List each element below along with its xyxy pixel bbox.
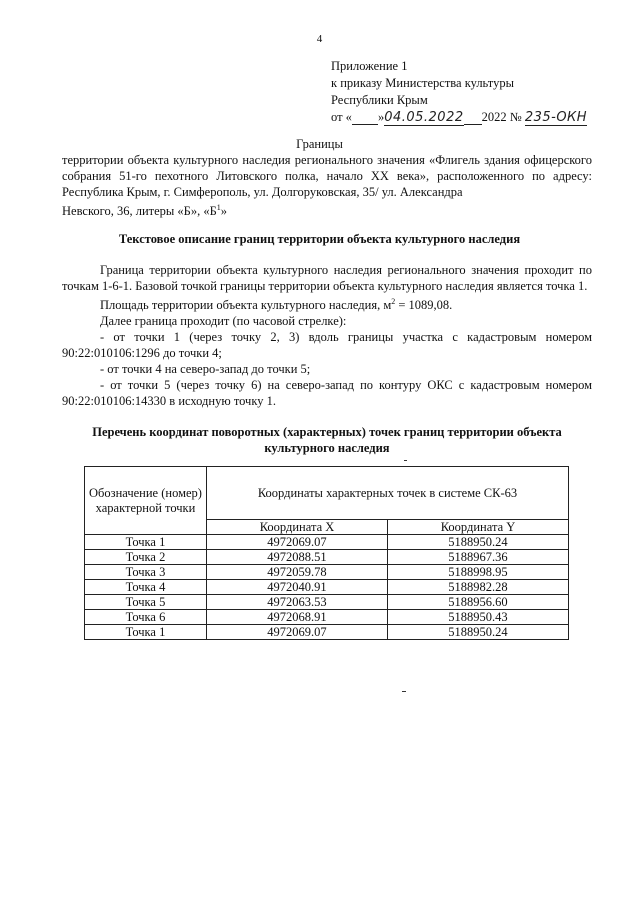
- point-name: Точка 3: [85, 565, 207, 580]
- scan-speck: [404, 460, 407, 461]
- page-number: 4: [316, 33, 323, 45]
- paragraph-segment-1: - от точки 1 (через точку 2, 3) вдоль границы участка с кадастровым номером 90:22:010106:1296 до точки 4;: [62, 330, 592, 361]
- table-row: [85, 610, 569, 625]
- coordinate-x: 4972059.78: [207, 565, 388, 580]
- header-y: Координата Y: [387, 520, 568, 535]
- coordinate-y: 5188950.24: [387, 535, 568, 550]
- coordinate-x: 4972069.07: [207, 535, 388, 550]
- object-description-last-line: [62, 200, 592, 219]
- object-description: [62, 152, 592, 219]
- appendix-block: [331, 58, 587, 126]
- litera-superscript: 1: [216, 203, 221, 212]
- coordinates-table: [84, 466, 569, 640]
- area-prefix: Площадь территории объекта культурного наследия, м: [100, 298, 392, 313]
- coordinate-x: 4972068.91: [207, 610, 388, 625]
- appendix-line-3: Республики Крым: [331, 93, 428, 107]
- date-blank-2: [464, 110, 482, 125]
- table-row: [85, 625, 569, 640]
- date-year: 2022: [481, 110, 507, 124]
- table-title: Перечень координат поворотных (характерных) точек границ территории объекта культурного наследия: [92, 425, 562, 455]
- date-blank: [352, 110, 378, 125]
- table-row: [85, 550, 569, 565]
- point-name: Точка 6: [85, 610, 207, 625]
- coordinate-y: 5188998.95: [387, 565, 568, 580]
- point-name: Точка 2: [85, 550, 207, 565]
- coordinate-x: 4972088.51: [207, 550, 388, 565]
- number-sign: №: [509, 110, 522, 124]
- paragraph-direction: Далее граница проходит (по часовой стрелке):: [100, 314, 347, 329]
- paragraph-segment-3: - от точки 5 (через точку 6) на северо-запад по контуру ОКС с кадастровым номером 90:22:010106:14330 в исходную точку 1.: [62, 378, 592, 409]
- appendix-date-line: от « »04.05.2022 2022 № 235-ОКН: [331, 110, 588, 125]
- area-value: = 1089,08.: [395, 298, 453, 313]
- point-name: Точка 4: [85, 580, 207, 595]
- date-prefix: от «: [331, 110, 352, 124]
- coordinate-y: 5188967.36: [387, 550, 568, 565]
- point-name: Точка 1: [85, 535, 207, 550]
- scan-speck: [402, 691, 406, 692]
- coordinate-y: 5188950.24: [387, 625, 568, 640]
- handwritten-date: 04.05.2022: [384, 110, 464, 125]
- coordinate-x: 4972040.91: [207, 580, 388, 595]
- header-designation: Обозначение (номер) характерной точки: [85, 467, 207, 535]
- object-description-end: Невского, 36, литеры «Б», «Б: [62, 204, 217, 219]
- table-row: [85, 595, 569, 610]
- table-row: [85, 580, 569, 595]
- handwritten-order-number: 235-ОКН: [524, 110, 588, 125]
- table-row: [85, 535, 569, 550]
- object-description-text: территории объекта культурного наследия регионального значения «Флигель здания офицерского собрания 51-го пехотного Литовского полка, начало XX века», расположенного по адресу: Республика Крым, г. Симферополь, ул. Долгоруковская, 35/ ул. Александра: [62, 153, 592, 199]
- table-header-row: [85, 467, 569, 520]
- coordinate-x: 4972063.53: [207, 595, 388, 610]
- coordinate-y: 5188950.43: [387, 610, 568, 625]
- table-row: [85, 565, 569, 580]
- coordinate-y: 5188982.28: [387, 580, 568, 595]
- paragraph-boundary: Граница территории объекта культурного наследия регионального значения проходит по точкам 1-6-1. Базовой точкой границы территории объекта культурного наследия является точка 1.: [62, 263, 592, 293]
- header-x: Координата X: [207, 520, 388, 535]
- description-text: [62, 262, 592, 409]
- point-name: Точка 5: [85, 595, 207, 610]
- appendix-line-2: к приказу Министерства культуры: [331, 76, 514, 90]
- coordinate-y: 5188956.60: [387, 595, 568, 610]
- document-title: Границы: [296, 137, 343, 151]
- area-unit-superscript: 2: [391, 297, 396, 306]
- coordinate-x: 4972069.07: [207, 625, 388, 640]
- paragraph-area: [62, 294, 592, 313]
- header-coordinates: Координаты характерных точек в системе СК-63: [207, 467, 569, 520]
- appendix-line-1: Приложение 1: [331, 59, 408, 73]
- section-heading: Текстовое описание границ территории объекта культурного наследия: [118, 232, 521, 246]
- paragraph-segment-2: - от точки 4 на северо-запад до точки 5;: [100, 362, 311, 377]
- closing-quote: »: [220, 204, 228, 219]
- point-name: Точка 1: [85, 625, 207, 640]
